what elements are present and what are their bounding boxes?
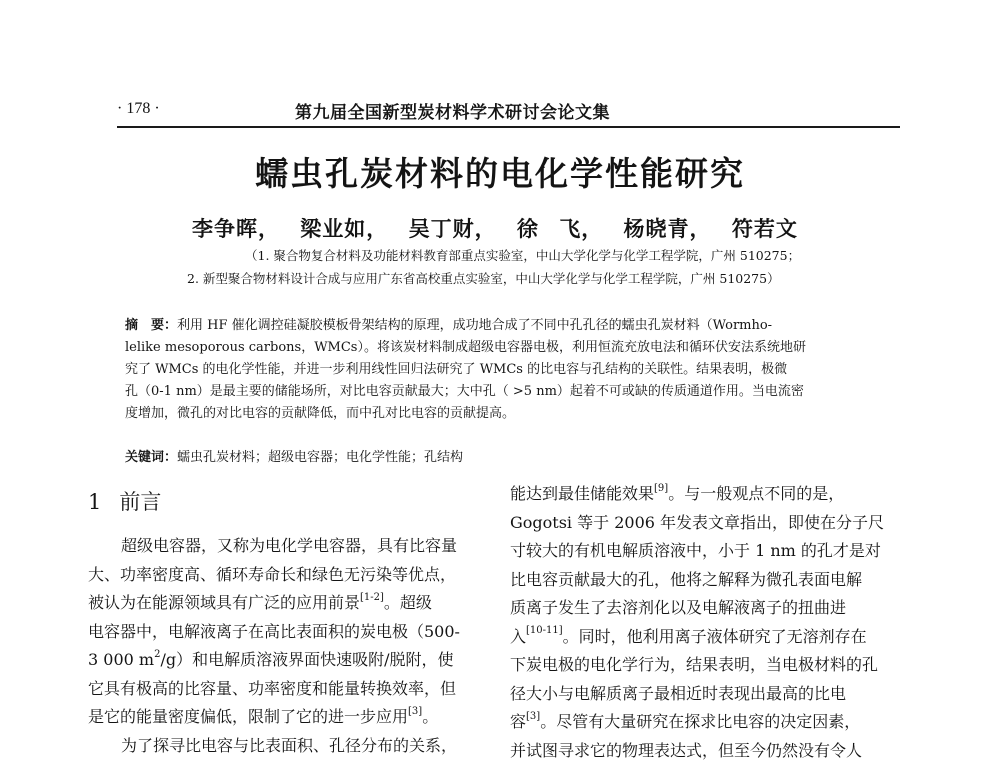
running-header: [117, 96, 900, 128]
body-line: 大、功率密度高、循环寿命长和绿色无污染等优点，: [88, 561, 483, 590]
abstract-line: 究了 WMCs 的电化学性能，并进一步利用线性回归法研究了 WMCs 的比电容与孔结构的关联性。结果表明，极微: [125, 359, 867, 381]
body-line: 3 000 $m^2/g$）和电解质溶液界面快速吸附/脱附，使: [88, 646, 483, 675]
citation: [10-11]: [526, 625, 563, 636]
citation: [9]: [654, 483, 668, 494]
paper-title: 蠕虫孔炭材料的电化学性能研究: [0, 148, 1000, 195]
citation: [1-2]: [360, 592, 384, 603]
body-line: 并试图寻求它的物理表达式，但至今仍然没有令人: [510, 737, 910, 765]
page-number: · 178 ·: [117, 100, 160, 118]
body-line: 入[10-11]。同时，他利用离子液体研究了无溶剂存在: [510, 623, 910, 652]
body-line: 容[3]。尽管有大量研究在探求比电容的决定因素，: [510, 708, 910, 737]
body-line: 寸较大的有机电解质溶液中，小于 1 nm 的孔才是对: [510, 537, 910, 566]
keywords-label: 关键词：: [125, 450, 177, 465]
body-line: 超级电容器，又称为电化学电容器，具有比容量: [88, 532, 483, 561]
abstract-line: 摘 要：利用 HF 催化调控硅凝胶模板骨架结构的原理，成功地合成了不同中孔孔径的蠕虫孔炭材料（Wormho-: [125, 315, 867, 337]
body-line: 电容器中，电解液离子在高比表面积的炭电极（500-: [88, 618, 483, 647]
body-line: 被认为在能源领域具有广泛的应用前景[1-2]。超级: [88, 589, 483, 618]
body-line: 下炭电极的电化学行为，结果表明，当电极材料的孔: [510, 651, 910, 680]
body-line: 是它的能量密度偏低，限制了它的进一步应用[3]。: [88, 703, 483, 732]
conference-title: 第九届全国新型炭材料学术研讨会论文集: [295, 98, 610, 123]
keywords-text: 蠕虫孔炭材料；超级电容器；电化学性能；孔结构: [177, 450, 463, 465]
body-line: 径大小与电解质离子最相近时表现出最高的比电: [510, 680, 910, 709]
abstract: [125, 315, 867, 425]
body-line: 比电容贡献最大的孔，他将之解释为微孔表面电解: [510, 566, 910, 595]
abstract-line: lelike mesoporous carbons，WMCs）。将该炭材料制成超级电容器电极，利用恒流充放电法和循环伏安法系统地研: [125, 337, 867, 359]
section-heading: [88, 486, 161, 516]
citation: [3]: [408, 706, 422, 717]
body-line: Gogotsi 等于 2006 年发表文章指出，即使在分子尺: [510, 509, 910, 538]
abstract-label: 摘 要：: [125, 318, 177, 333]
citation: [3]: [526, 711, 540, 722]
superscript: 2: [154, 649, 160, 660]
abstract-line: 度增加，微孔的对比电容的贡献降低，而中孔对比电容的贡献提高。: [125, 403, 867, 425]
affiliation-2: 2. 新型聚合物材料设计合成与应用广东省高校重点实验室，中山大学化学与化学工程学院，广州 510275）: [187, 269, 780, 287]
abstract-line: 孔（0-1 nm）是最主要的储能场所，对比电容贡献最大；大中孔（ >5 nm）起着不可或缺的传质通道作用。当电流密: [125, 381, 867, 403]
left-column: [88, 532, 483, 760]
body-line: 质离子发生了去溶剂化以及电解液离子的扭曲进: [510, 594, 910, 623]
affiliation-1: （1. 聚合物复合材料及功能材料教育部重点实验室，中山大学化学与化学工程学院，广州 510275；: [245, 246, 800, 264]
body-line: 为了探寻比电容与比表面积、孔径分布的关系，: [88, 732, 483, 761]
section-number: 1: [88, 490, 101, 514]
author-list: 李争晖， 梁业如， 吴丁财， 徐 飞， 杨晓青， 符若文: [192, 213, 798, 243]
section-title: 前言: [119, 490, 161, 514]
right-column: [510, 480, 910, 765]
body-line: 能达到最佳储能效果[9]。与一般观点不同的是，: [510, 480, 910, 509]
body-line: 它具有极高的比容量、功率密度和能量转换效率，但: [88, 675, 483, 704]
keywords: [125, 446, 463, 465]
